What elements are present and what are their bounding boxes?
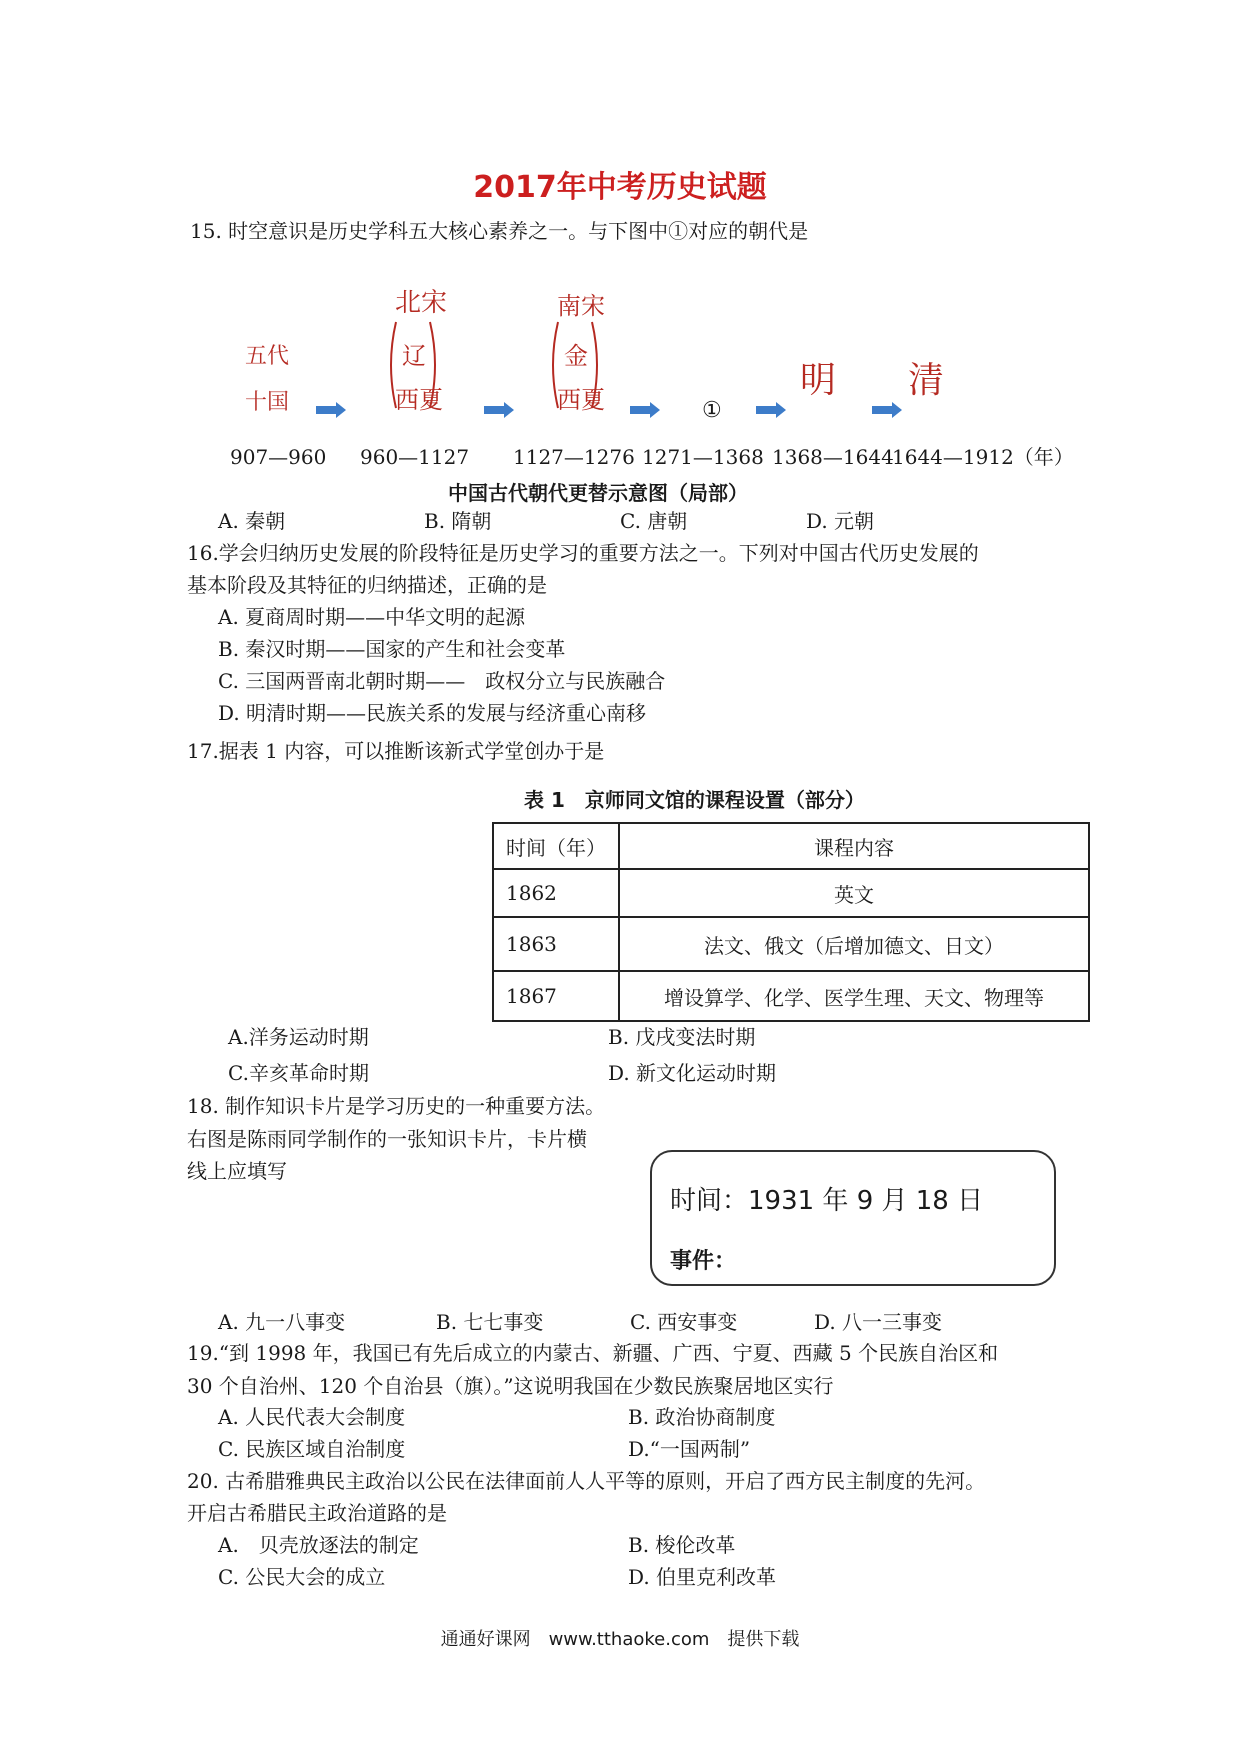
dynasty-qing: 清 [908,360,945,401]
dynasty-nansong: 南宋 [557,292,605,320]
q17-option-c: C.辛亥革命时期 [228,1061,369,1085]
dynasty-xixia-2: 西夏 [557,386,605,414]
footer-download-note: 通通好课网 www.tthaoke.com 提供下载 [440,1629,800,1650]
q19-stem-line1: 19.“到 1998 年，我国已有先后成立的内蒙古、新疆、广西、宁夏、西藏 5 个民族自治区和 [187,1341,999,1365]
q17-option-b: B. 戊戌变法时期 [608,1025,756,1049]
arrow-right-icon [630,402,660,418]
right-paren-icon [590,320,602,410]
q19-option-d: D.“一国两制” [628,1437,751,1461]
table-title: 表 1 京师同文馆的课程设置（部分） [524,788,865,812]
q15-option-c: C. 唐朝 [620,509,688,533]
table-row [493,971,1089,1021]
table-cell-year: 1862 [493,869,619,917]
year-label: 1644—1912（年） [892,445,1074,469]
q20-option-a: A. 贝壳放逐法的制定 [218,1533,419,1557]
q19-option-b: B. 政治协商制度 [628,1405,776,1429]
arrow-right-icon [872,402,902,418]
table-cell-course: 增设算学、化学、医学生理、天文、物理等 [619,971,1089,1021]
q20-stem-line2: 开启古希腊民主政治道路的是 [187,1501,447,1525]
year-label: 1271—1368 [642,445,764,469]
q18-stem-line2: 右图是陈雨同学制作的一张知识卡片，卡片横 [187,1127,587,1151]
q16-stem-line1: 16.学会归纳历史发展的阶段特征是历史学习的重要方法之一。下列对中国古代历史发展的 [187,541,979,565]
year-label: 907—960 [230,445,327,469]
q17-stem: 17.据表 1 内容，可以推断该新式学堂创办于是 [187,739,605,763]
card-time: 时间：1931 年 9 月 18 日 [670,1186,984,1216]
dynasty-ming: 明 [800,360,837,401]
q19-option-a: A. 人民代表大会制度 [218,1405,406,1429]
q20-option-b: B. 梭伦改革 [628,1533,736,1557]
table-header-row [493,823,1089,869]
q16-stem-line2: 基本阶段及其特征的归纳描述，正确的是 [187,573,547,597]
arrow-right-icon [316,402,346,418]
q17-option-d: D. 新文化运动时期 [608,1061,777,1085]
arrow-right-icon [484,402,514,418]
q15-stem: 15. 时空意识是历史学科五大核心素养之一。与下图中①对应的朝代是 [190,219,809,243]
table-row [493,869,1089,917]
q17-option-a: A.洋务运动时期 [228,1025,369,1049]
table-cell-year: 1863 [493,917,619,971]
q18-option-c: C. 西安事变 [630,1310,738,1334]
table-row [493,917,1089,971]
dynasty-xixia: 西夏 [395,386,443,414]
q18-option-a: A. 九一八事变 [218,1310,346,1334]
right-paren-icon [428,320,440,410]
course-table [492,822,1090,1022]
table-header-cell: 时间（年） [493,823,619,869]
table-header-cell: 课程内容 [619,823,1089,869]
wudai-label: 五代 [245,344,290,369]
shiguo-label: 十国 [245,390,290,415]
diagram-caption: 中国古代朝代更替示意图（局部） [448,481,748,505]
q19-option-c: C. 民族区域自治制度 [218,1437,406,1461]
table-cell-year: 1867 [493,971,619,1021]
q20-stem-line1: 20. 古希腊雅典民主政治以公民在法律面前人人平等的原则，开启了西方民主制度的先河。 [187,1469,986,1493]
q20-option-d: D. 伯里克利改革 [628,1565,777,1589]
q18-option-d: D. 八一三事变 [814,1310,943,1334]
dynasty-beisong: 北宋 [395,288,448,318]
q18-option-b: B. 七七事变 [436,1310,544,1334]
q15-option-b: B. 隋朝 [424,509,492,533]
page-title: 2017年中考历史试题 [473,170,767,205]
q18-stem-line1: 18. 制作知识卡片是学习历史的一种重要方法。 [187,1094,606,1118]
q19-stem-line2: 30 个自治州、120 个自治县（旗）。”这说明我国在少数民族聚居地区实行 [187,1374,834,1398]
q20-option-c: C. 公民大会的成立 [218,1565,386,1589]
q15-option-a: A. 秦朝 [218,509,286,533]
circled-one-marker: ① [702,398,722,423]
card-event-label: 事件： [670,1249,737,1274]
q16-option-a: A. 夏商周时期——中华文明的起源 [218,605,526,629]
year-label: 1368—1644 [772,445,894,469]
year-label: 960—1127 [360,445,470,469]
q16-option-c: C. 三国两晋南北朝时期—— 政权分立与民族融合 [218,669,666,693]
dynasty-liao: 辽 [402,342,426,370]
q16-option-b: B. 秦汉时期——国家的产生和社会变革 [218,637,566,661]
q16-option-d: D. 明清时期——民族关系的发展与经济重心南移 [218,701,647,725]
arrow-right-icon [756,402,786,418]
table-cell-course: 英文 [619,869,1089,917]
dynasty-jin: 金 [564,342,588,370]
q15-option-d: D. 元朝 [806,509,875,533]
table-cell-course: 法文、俄文（后增加德文、日文） [619,917,1089,971]
year-label: 1127—1276 [513,445,635,469]
knowledge-card [650,1150,1056,1286]
q18-stem-line3: 线上应填写 [187,1159,287,1183]
